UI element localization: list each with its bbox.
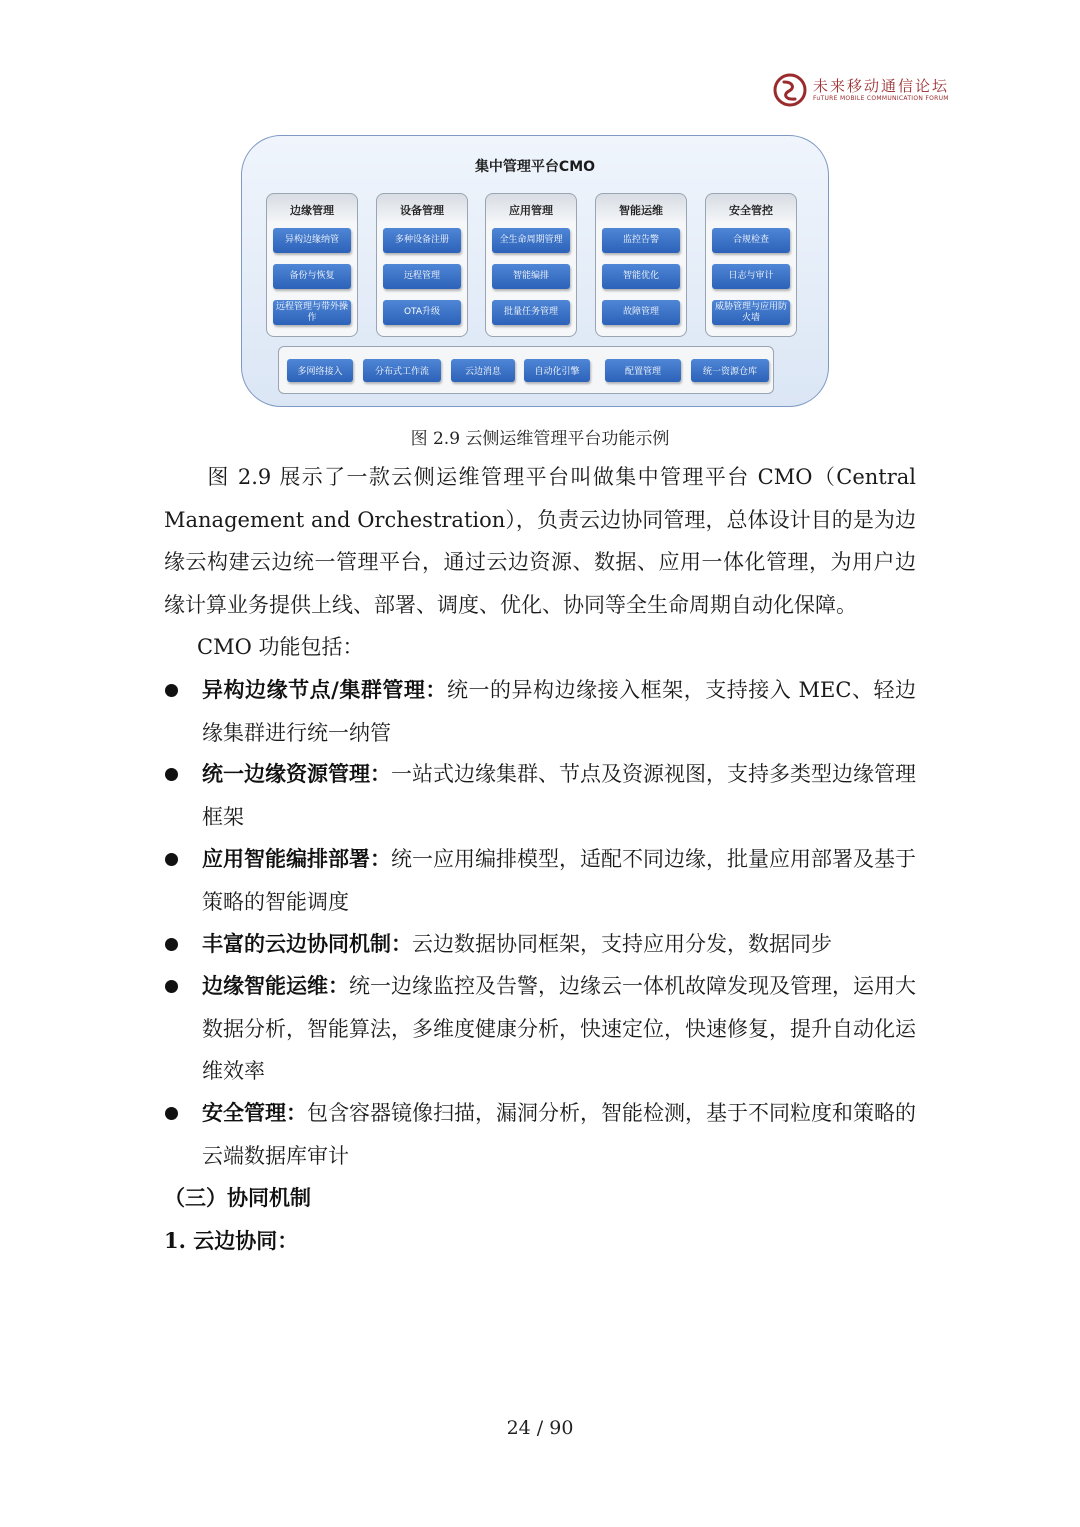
bullet-title: 边缘智能运维：	[202, 973, 349, 998]
function-chip: 远程管理	[383, 264, 461, 289]
service-chip: 云边消息	[451, 359, 515, 382]
function-chip: 全生命周期管理	[492, 228, 570, 253]
bullet-marker	[165, 938, 178, 951]
bullet-body: 包含容器镜像扫描，漏洞分析，智能检测，基于不同粒度和策略的云端数据库审计	[202, 1101, 916, 1168]
shared-services-bar	[278, 346, 774, 394]
bullet-body: 云边数据协同框架，支持应用分发，数据同步	[412, 932, 832, 956]
bullet-title: 应用智能编排部署：	[202, 846, 391, 871]
column-title: 边缘管理	[290, 204, 334, 217]
function-chip: 备份与恢复	[273, 264, 351, 289]
column-security-control	[705, 193, 797, 337]
service-chip: 多网络接入	[287, 359, 353, 382]
function-chip: 日志与审计	[712, 264, 790, 289]
bullet-marker	[165, 684, 178, 697]
bullet-title: 安全管理：	[202, 1100, 307, 1125]
function-chip: 监控告警	[602, 228, 680, 253]
functions-intro: CMO 功能包括：	[197, 635, 364, 659]
logo-chinese-name: 未来移动通信论坛	[813, 77, 950, 95]
section-heading: （三）协同机制	[164, 1185, 311, 1210]
bullet-title: 丰富的云边协同机制：	[202, 931, 412, 956]
service-chip: 分布式工作流	[363, 359, 441, 382]
service-chip: 配置管理	[605, 359, 681, 382]
function-chip: 智能优化	[602, 264, 680, 289]
bullet-title: 统一边缘资源管理：	[202, 761, 391, 786]
bullet-item	[202, 669, 916, 754]
forum-logo-icon	[773, 73, 807, 107]
bullet-body: 一站式边缘集群、节点及资源视图，支持多类型边缘管理框架	[202, 762, 916, 829]
bullet-body: 统一应用编排模型，适配不同边缘，批量应用部署及基于策略的智能调度	[202, 847, 916, 914]
column-device-management	[376, 193, 468, 337]
bullet-marker	[165, 853, 178, 866]
bullet-marker	[165, 768, 178, 781]
function-chip: 合规检查	[712, 228, 790, 253]
column-title: 应用管理	[509, 204, 553, 217]
forum-logo	[773, 73, 953, 109]
diagram-title: 集中管理平台CMO	[474, 159, 596, 175]
service-chip: 统一资源仓库	[691, 359, 769, 382]
bullet-body: 统一边缘监控及告警，边缘云一体机故障发现及管理，运用大数据分析，智能算法，多维度健康分析，快速定位，快速修复，提升自动化运维效率	[202, 974, 916, 1083]
cmo-platform-diagram	[241, 135, 829, 407]
service-chip: 自动化引擎	[524, 359, 590, 382]
bullet-item	[202, 965, 916, 1093]
logo-english-name: FuTURE MOBILE COMMUNICATION FORUM	[813, 95, 949, 102]
function-chip: OTA升级	[383, 300, 461, 325]
bullet-item	[202, 753, 916, 838]
bullet-marker	[165, 1107, 178, 1120]
column-intelligent-ops	[595, 193, 687, 337]
bullet-marker	[165, 980, 178, 993]
column-application-management	[485, 193, 577, 337]
bullet-title: 异构边缘节点/集群管理：	[202, 677, 447, 702]
bullet-body: 统一的异构边缘接入框架，支持接入 MEC、轻边缘集群进行统一纳管	[202, 678, 916, 745]
function-chip: 远程管理与带外操作	[273, 300, 351, 325]
function-chip: 智能编排	[492, 264, 570, 289]
column-edge-management	[266, 193, 358, 337]
function-chip: 威胁管理与应用防火墙	[712, 300, 790, 325]
bullet-item	[202, 1092, 916, 1177]
column-title: 设备管理	[400, 204, 444, 217]
intro-paragraph	[164, 456, 916, 626]
bullet-item	[202, 923, 916, 966]
figure-caption: 图 2.9 云侧运维管理平台功能示例	[410, 429, 670, 449]
function-chip: 批量任务管理	[492, 300, 570, 325]
column-title: 智能运维	[619, 204, 663, 217]
function-chip: 多种设备注册	[383, 228, 461, 253]
function-chip: 异构边缘纳管	[273, 228, 351, 253]
page-number: 24 / 90	[506, 1417, 574, 1439]
subsection-heading: 1. 云边协同：	[164, 1228, 299, 1253]
column-title: 安全管控	[729, 204, 773, 217]
bullet-item	[202, 838, 916, 923]
intro-paragraph-text: 图 2.9 展示了一款云侧运维管理平台叫做集中管理平台 CMO（Central Management and Orchestration），负责云边协同管理，总体设计目的是为边缘云构建云边统一管理平台，通过云边资源、数据、应用一体化管理，为用户边缘计算业务提供上线、部署、调度、优化、协同等全生命周期自动化保障。	[164, 465, 916, 617]
function-chip: 故障管理	[602, 300, 680, 325]
